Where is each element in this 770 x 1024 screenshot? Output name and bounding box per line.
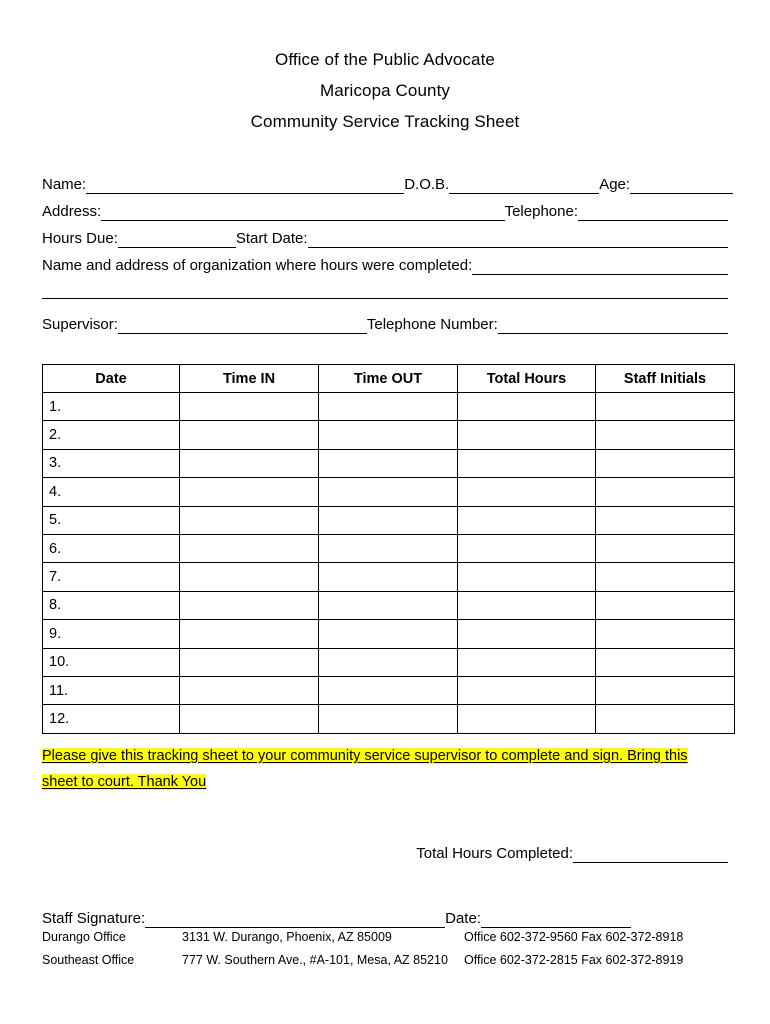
total-hours-completed-input[interactable] [573,848,728,863]
title-line-county: Maricopa County [319,81,450,100]
tracking-table [42,364,735,734]
cell-time-in[interactable] [180,563,319,591]
cell-staff-initials[interactable] [596,421,735,449]
cell-date[interactable]: 3. [43,449,180,477]
cell-time-in[interactable] [180,620,319,648]
telephone-number-label: Telephone Number: [366,316,498,333]
table-row [43,648,735,676]
total-hours-completed-row [42,841,728,863]
age-label: Age: [599,176,631,193]
table-row [43,449,735,477]
dob-label: D.O.B. [404,176,450,193]
cell-time-in[interactable] [180,534,319,562]
cell-time-out[interactable] [319,421,458,449]
cell-date[interactable]: 5. [43,506,180,534]
cell-staff-initials[interactable] [596,506,735,534]
column-header-staff-initials: Staff Initials [596,365,735,393]
organization-row [42,248,728,275]
hours-due-start-date-row [42,221,728,248]
cell-total-hours[interactable] [458,563,596,591]
cell-time-out[interactable] [319,478,458,506]
cell-total-hours[interactable] [458,591,596,619]
cell-total-hours[interactable] [458,421,596,449]
telephone-number-input[interactable] [498,319,728,334]
total-hours-completed-label: Total Hours Completed: [416,844,573,862]
table-row [43,591,735,619]
start-date-label: Start Date: [235,230,308,247]
table-row [43,676,735,704]
name-dob-age-row [42,167,728,194]
table-row [43,421,735,449]
cell-time-out[interactable] [319,676,458,704]
cell-time-out[interactable] [319,563,458,591]
instructions-notice-text: Please give this tracking sheet to your community service supervisor to complete and sign. Bring this sheet to court. Thank You [42,747,688,790]
cell-total-hours[interactable] [458,705,596,733]
column-header-date: Date [43,365,180,393]
staff-signature-label: Staff Signature: [42,909,146,927]
cell-date[interactable]: 4. [43,478,180,506]
cell-time-in[interactable] [180,478,319,506]
table-body [43,393,735,734]
cell-staff-initials[interactable] [596,478,735,506]
cell-date[interactable]: 7. [43,563,180,591]
table-row [43,478,735,506]
footer-office-phone: Office 602-372-2815 Fax 602-372-8919 [464,953,684,967]
supervisor-input[interactable] [118,319,367,334]
cell-date[interactable]: 12. [43,705,180,733]
cell-time-out[interactable] [319,705,458,733]
table-row [43,563,735,591]
cell-total-hours[interactable] [458,393,596,421]
supervisor-label: Supervisor: [42,316,118,333]
cell-time-out[interactable] [319,591,458,619]
cell-date[interactable]: 8. [43,591,180,619]
cell-date[interactable]: 1. [43,393,180,421]
signature-date-label: Date: [445,909,481,927]
supervisor-telephone-row [42,307,728,334]
table-row [43,506,735,534]
cell-time-in[interactable] [180,705,319,733]
cell-staff-initials[interactable] [596,534,735,562]
cell-date[interactable]: 10. [43,648,180,676]
cell-total-hours[interactable] [458,676,596,704]
hours-due-label: Hours Due: [42,230,118,247]
start-date-input[interactable] [308,233,728,248]
name-label: Name: [42,176,87,193]
table-row [43,534,735,562]
footer [42,926,734,972]
cell-staff-initials[interactable] [596,393,735,421]
cell-time-out[interactable] [319,620,458,648]
cell-time-in[interactable] [180,393,319,421]
cell-staff-initials[interactable] [596,676,735,704]
cell-staff-initials[interactable] [596,449,735,477]
telephone-input[interactable] [578,206,728,221]
telephone-label: Telephone: [504,203,578,220]
organization-label: Name and address of organization where hours were completed: [42,257,473,274]
footer-office-address: 3131 W. Durango, Phoenix, AZ 85009 [182,930,392,944]
cell-date[interactable]: 6. [43,534,180,562]
signature-row [42,901,728,928]
dob-input[interactable] [449,179,599,194]
column-header-total-hours: Total Hours [458,365,596,393]
cell-time-out[interactable] [319,449,458,477]
page-title: Community Service Tracking Sheet [250,112,520,131]
footer-row-durango [42,926,734,949]
footer-office-name: Southeast Office [42,953,135,967]
instructions-notice [42,743,722,795]
cell-staff-initials[interactable] [596,620,735,648]
cell-staff-initials[interactable] [596,705,735,733]
document-header [42,0,728,137]
cell-time-in[interactable] [180,676,319,704]
cell-staff-initials[interactable] [596,591,735,619]
cell-staff-initials[interactable] [596,648,735,676]
footer-office-address: 777 W. Southern Ave., #A-101, Mesa, AZ 85210 [182,953,448,967]
cell-time-out[interactable] [319,648,458,676]
organization-input-line2[interactable] [42,277,728,299]
age-input[interactable] [630,179,733,194]
cell-total-hours[interactable] [458,449,596,477]
title-line-agency: Office of the Public Advocate [275,50,495,69]
hours-due-input[interactable] [118,233,236,248]
cell-time-in[interactable] [180,506,319,534]
table-header-row [43,365,735,393]
cell-total-hours[interactable] [458,620,596,648]
cell-time-out[interactable] [319,506,458,534]
cell-time-in[interactable] [180,648,319,676]
column-header-time-out: Time OUT [319,365,458,393]
cell-total-hours[interactable] [458,648,596,676]
cell-staff-initials[interactable] [596,563,735,591]
organization-input[interactable] [472,260,728,275]
footer-row-southeast [42,949,734,972]
cell-time-in[interactable] [180,591,319,619]
address-input[interactable] [101,206,504,221]
cell-time-in[interactable] [180,449,319,477]
cell-total-hours[interactable] [458,506,596,534]
cell-time-out[interactable] [319,534,458,562]
footer-office-name: Durango Office [42,930,126,944]
table-row [43,620,735,648]
footer-office-phone: Office 602-372-9560 Fax 602-372-8918 [464,930,684,944]
cell-total-hours[interactable] [458,478,596,506]
table-row [43,705,735,733]
column-header-time-in: Time IN [180,365,319,393]
cell-total-hours[interactable] [458,534,596,562]
address-label: Address: [42,203,102,220]
address-telephone-row [42,194,728,221]
cell-time-in[interactable] [180,421,319,449]
name-input[interactable] [86,179,404,194]
cell-date[interactable]: 2. [43,421,180,449]
cell-time-out[interactable] [319,393,458,421]
table-row [43,393,735,421]
form-fields-section [42,167,728,334]
cell-date[interactable]: 11. [43,676,180,704]
cell-date[interactable]: 9. [43,620,180,648]
